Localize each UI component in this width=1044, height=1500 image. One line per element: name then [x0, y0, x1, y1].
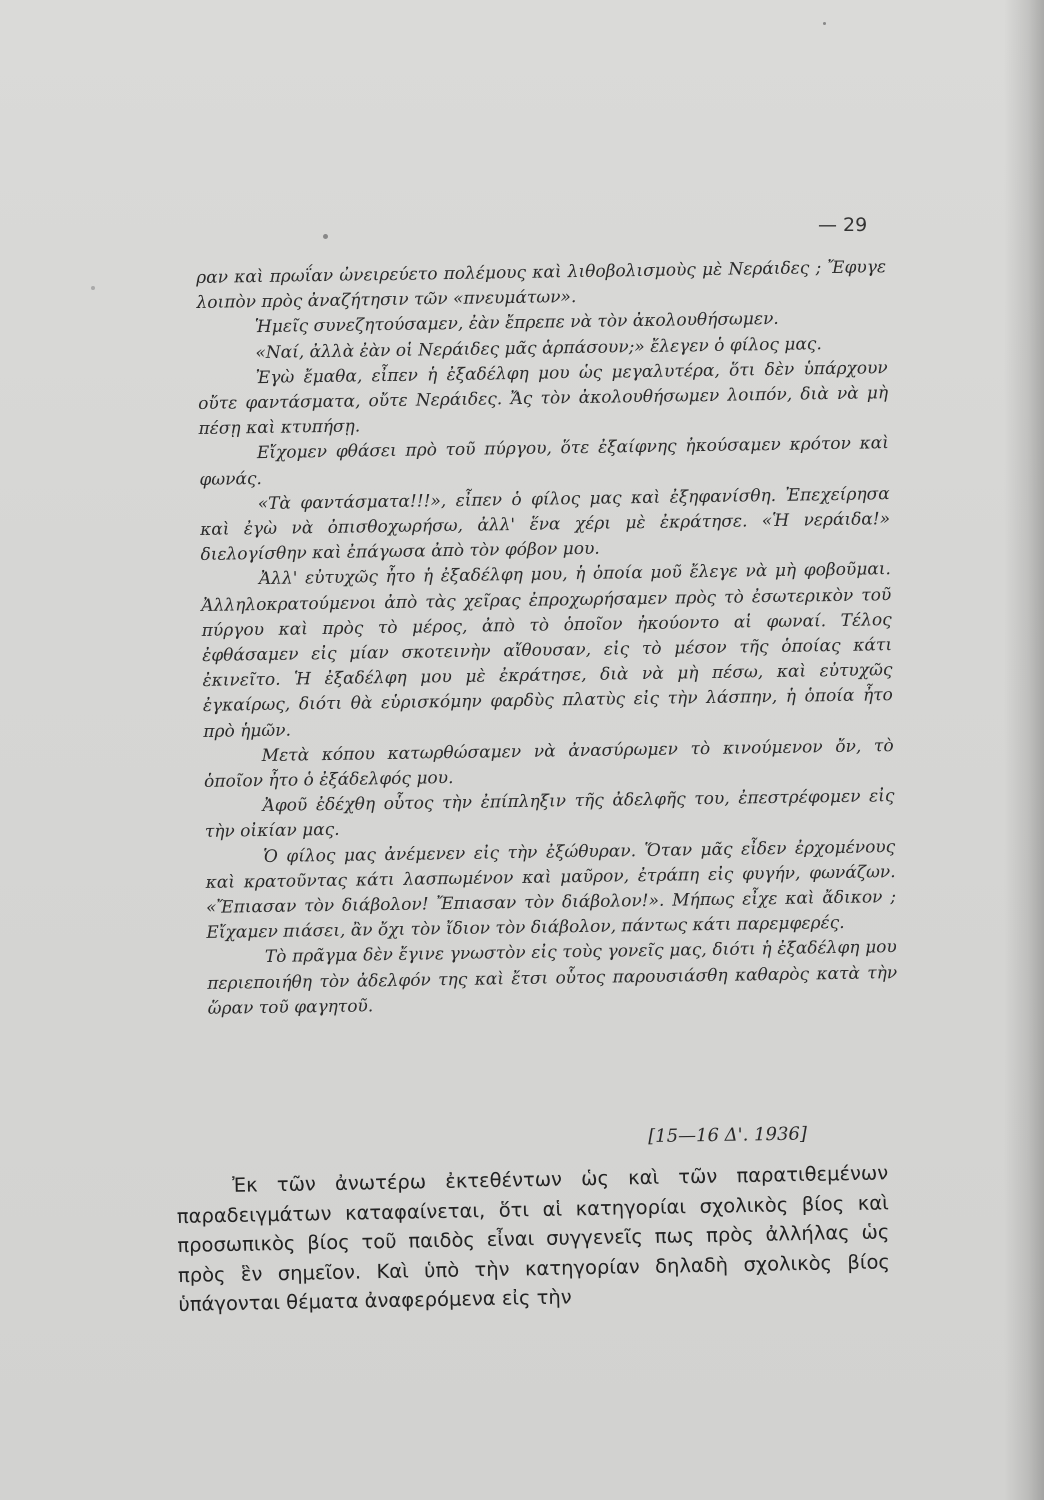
dust-speck	[91, 286, 95, 290]
paragraph: ραν καὶ πρωΐαν ὠνειρεύετο πολέμους καὶ λιθοβολισμοὺς μὲ Νεράιδες ; Ἔφυγε λοιπὸν πρὸς ἀναζήτησιν τῶν «πνευμάτων».	[196, 257, 887, 314]
story-text	[196, 255, 898, 1022]
page-number: — 29	[818, 214, 868, 236]
dust-speck	[823, 22, 826, 25]
page-edge-shadow	[1004, 0, 1044, 1500]
closing-paragraph: Ἐκ τῶν ἀνωτέρω ἐκτεθέντων ὡς καὶ τῶν παρατιθεμένων παραδειγμάτων καταφαίνεται, ὅτι αἱ κατηγορίαι σχολικὸς βίος καὶ προσωπικὸς βίος τοῦ παιδὸς εἶναι συγγενεῖς πως πρὸς ἀλλήλας ὡς πρὸς ἓν σημεῖον. Καὶ ὑπὸ τὴν κατηγορίαν δηλαδὴ σχολικὸς βίος ὑπάγονται θέματα ἀναφερόμενα εἰς τὴν	[176, 1161, 891, 1317]
paragraph: Ἐγὼ ἔμαθα, εἶπεν ἡ ἐξαδέλφη μου ὡς μεγαλυτέρα, ὅτι δὲν ὑπάρχουν οὔτε φαντάσματα, οὔτε Νεράιδες. Ἄς τὸν ἀκολουθήσωμεν λοιπόν, διὰ νὰ μὴ πέσῃ καὶ κτυπήσῃ.	[198, 357, 889, 440]
paragraph: Τὸ πρᾶγμα δὲν ἔγινε γνωστὸν εἰς τοὺς γονεῖς μας, διότι ἡ ἐξαδέλφη μου περιεποιήθη τὸν ἀδελφόν της καὶ ἔτσι οὗτος παρουσιάσθη καθαρὸς κατὰ τὴν ὥραν τοῦ φαγητοῦ.	[207, 937, 898, 1019]
paragraph: Εἴχομεν φθάσει πρὸ τοῦ πύργου, ὅτε ἐξαίφνης ἠκούσαμεν κρότον καὶ φωνάς.	[199, 433, 890, 490]
paragraph: Ὁ φίλος μας ἀνέμενεν εἰς τὴν ἐξώθυραν. Ὅταν μᾶς εἶδεν ἐρχομένους καὶ κρατοῦντας κάτι λασπωμένον καὶ μαῦρον, ἐτράπη εἰς φυγήν, φωνάζων. «Ἔπιασαν τὸν διάβολον! Ἔπιασαν τὸν διάβολον!». Μήπως εἶχε καὶ ἄδικον ; Εἴχαμεν πιάσει, ἂν ὄχι τὸν ἴδιον τὸν διάβολον, πάντως κάτι παρεμφερές.	[205, 836, 897, 944]
paragraph: Ἀφοῦ ἐδέχθη οὗτος τὴν ἐπίπληξιν τῆς ἀδελφῆς του, ἐπεστρέφομεν εἰς τὴν οἰκίαν μας.	[204, 786, 895, 843]
paragraph: Μετὰ κόπου κατωρθώσαμεν νὰ ἀνασύρωμεν τὸ κινούμενον ὄν, τὸ ὁποῖον ἦτο ὁ ἐξάδελφός μου.	[203, 735, 894, 792]
dust-speck	[323, 234, 328, 239]
paragraph: Ἡμεῖς συνεζητούσαμεν, ἐὰν ἔπρεπε νὰ τὸν ἀκολουθήσωμεν.	[254, 309, 779, 338]
paragraph: Ἀλλ' εὐτυχῶς ἦτο ἡ ἐξαδέλφη μου, ἡ ὁποία μοῦ ἔλεγε νὰ μὴ φοβοῦμαι. Ἀλληλοκρατούμενοι ἀπὸ τὰς χεῖρας ἐπροχωρήσαμεν πρὸς τὸ ἐσωτερικὸν τοῦ πύργου καὶ πρὸς τὸ μέρος, ἀπὸ τὸ ὁποῖον ἠκούοντο αἱ φωναί. Τέλος ἐφθάσαμεν εἰς μίαν σκοτεινὴν αἴθουσαν, εἰς τὸ μέσον τῆς ὁποίας κάτι ἐκινεῖτο. Ἡ ἐξαδέλφη μου μὲ ἐκράτησε, διὰ νὰ μὴ πέσω, καὶ εὐτυχῶς ἐγκαίρως, διότι θὰ εὑρισκόμην φαρδὺς πλατὺς εἰς τὴν λάσπην, ἡ ὁποία ἦτο πρὸ ἡμῶν.	[201, 559, 893, 742]
date-line: [15—16 Δ'. 1936]	[648, 1123, 808, 1147]
paragraph: «Τὰ φαντάσματα!!!», εἶπεν ὁ φίλος μας καὶ ἐξηφανίσθη. Ἐπεχείρησα καὶ ἐγὼ νὰ ὀπισθοχωρήσω, ἀλλ' ἕνα χέρι μὲ ἐκράτησε. «Ἡ νεράιδα!» διελογίσθην καὶ ἐπάγωσα ἀπὸ τὸν φόβον μου.	[199, 483, 891, 566]
paragraph: «Ναί, ἀλλὰ ἐὰν οἱ Νεράιδες μᾶς ἁρπάσουν;» ἔλεγεν ὁ φίλος μας.	[255, 333, 822, 363]
